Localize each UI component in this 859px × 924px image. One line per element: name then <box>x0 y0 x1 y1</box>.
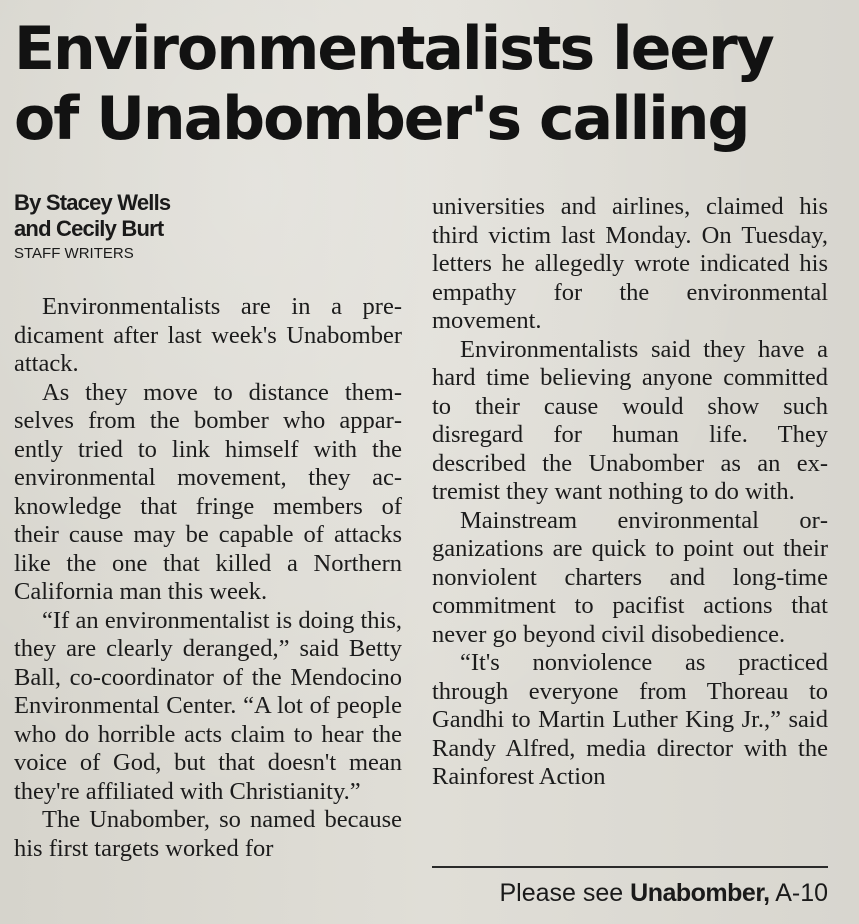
jump-line <box>432 876 828 910</box>
jump-page: A-10 <box>769 879 828 907</box>
byline-author-2: and Cecily Burt <box>14 216 164 241</box>
byline-role: STAFF WRITERS <box>14 245 134 262</box>
column-divider-rule <box>432 866 828 868</box>
paragraph: As they move to distance themselves from the bomber who apparently tried to link himself with the environmental movement, they acknowledge that fringe members of their cause may be capable of attacks like the one that killed a Northern California man this week. <box>14 378 402 605</box>
byline-author-1: By Stacey Wells <box>14 190 171 215</box>
paragraph: The Unabomber, so named because his first targets worked for <box>14 806 402 862</box>
paragraph: Mainstream environmental organizations are quick to point out their nonviolent charters and long-time commitment to pacifist actions that never go beyond civil disobedience. <box>432 506 828 648</box>
article-column-left <box>14 293 402 863</box>
headline-line-1: Environmentalists leery <box>14 14 773 84</box>
paragraph: “It's nonviolence as practiced through everyone from Thoreau to Gandhi to Martin Luther King Jr.,” said Randy Alfred, media director with the Rainforest Action <box>432 649 828 790</box>
article-column-right <box>432 193 828 792</box>
headline <box>14 14 844 154</box>
paragraph: Environmentalists said they have a hard time believing anyone committed to their cause would show such disregard for human life. They described the Unabomber as an extremist they want nothing to do with. <box>432 335 828 505</box>
byline <box>14 190 404 264</box>
paragraph: Environmentalists are in a predicament after last week's Unabomber attack. <box>14 293 402 377</box>
paragraph-continued: universities and airlines, claimed his third victim last Monday. On Tuesday, letters he allegedly wrote indicated his empathy for the environmental movement. <box>432 193 828 334</box>
jump-prefix: Please see <box>499 879 631 907</box>
jump-reference: Unabomber, <box>630 879 770 907</box>
paragraph: “If an environmentalist is doing this, they are clearly deranged,” said Betty Ball, co-coordinator of the Mendocino Environmental Center. “A lot of people who do horrible acts claim to hear the voice of God, but that doesn't mean they're affiliated with Christianity.” <box>14 606 402 805</box>
headline-line-2: of Unabomber's calling <box>14 84 749 154</box>
